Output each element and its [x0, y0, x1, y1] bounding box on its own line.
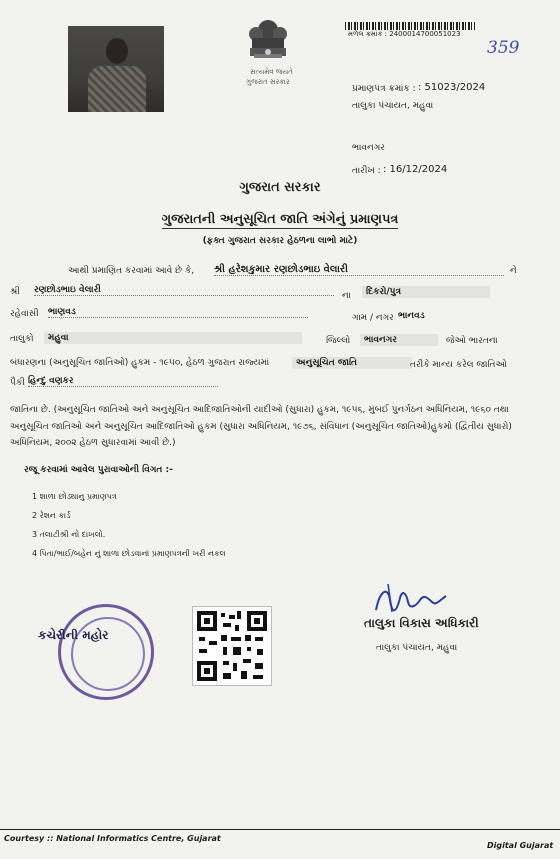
caste-prefix: પૈકી: [10, 378, 25, 388]
document-item-1: 1 શાળા છોડ્યાનુ પ્રમાણપત્ર: [32, 492, 117, 501]
district-label: જિલ્લો: [326, 336, 351, 346]
qr-code-icon: [192, 606, 272, 686]
document-item-2: 2 રેશન કાર્ડ: [32, 511, 71, 520]
applicant-name: શ્રી હરેશકુમાર રણછોડભાઇ વેલારી: [214, 264, 504, 276]
certify-text: આથી પ્રમાણિત કરવામાં આવે છે કે,: [68, 266, 195, 276]
cert-number: : 51023/2024: [418, 82, 486, 93]
officer-signature: [370, 580, 450, 620]
ashoka-emblem-icon: [242, 10, 294, 62]
district-value: ભાવનગર: [360, 334, 438, 346]
resident-label: રહેવાસી: [10, 309, 39, 319]
taluka-value: મહુવા: [44, 332, 302, 344]
issuing-office: તાલુકા પંચાયત, મહુવા: [352, 101, 434, 111]
recognized-text: તરીકે માન્ય કરેલ જાતિઓ: [410, 360, 507, 370]
seal-label: કચેરીની મહોર: [38, 628, 109, 642]
documents-heading: રજૂ કરવામાં આવેલ પુરાવાઓની વિગત :-: [24, 465, 173, 475]
officer-office: તાલુકા પંચાયત, મહુવા: [376, 643, 458, 653]
caste-value: હિન્દુ વણકર: [28, 376, 218, 387]
footer-divider: [0, 829, 560, 830]
issue-date: : 16/12/2024: [383, 164, 448, 175]
category-value: અનુસૂચિત જાતિ: [292, 357, 412, 369]
certificate-title: ગુજરાતની અનુસૂચિત જાતિ અંગેનું પ્રમાણપત્ર: [161, 212, 399, 227]
constitution-text: બંધારણના (અનુસૂચિત જાતિઓ) હુકમ - ૧૯૫૦, હેઠળ ગુજરાત રાજ્યમાં: [10, 358, 270, 368]
officer-designation: તાલુકા વિકાસ અધિકારી: [364, 616, 479, 630]
shri-label: શ્રી: [10, 287, 20, 297]
applicant-photo: [68, 26, 164, 112]
taluka-label: તાલુકો: [10, 334, 34, 344]
document-item-3: 3 તલાટીશ્રી નો દાખલો.: [32, 530, 106, 539]
village-value: ભાનવડ: [398, 311, 425, 321]
village-label: ગામ / નગર: [352, 313, 394, 323]
document-item-4: 4 પિતા/ભાઈ/બહેન નું શાળા છોડવાનાં પ્રમાણપત્રની ખરી નકલ: [32, 549, 226, 558]
office-seal: [58, 604, 154, 700]
footer-courtesy: Courtesy :: National Informatics Centre, Gujarat: [4, 834, 221, 843]
emblem-caption: ગુજરાત સરકાર: [246, 78, 290, 86]
handwritten-number: 359: [487, 38, 520, 58]
footer-brand: Digital Gujarat: [487, 841, 554, 850]
cert-number-label: પ્રમાણપત્ર ક્રમાંક :: [352, 84, 416, 94]
resident-value: ભાણવડ: [48, 307, 308, 318]
certificate-subtitle: (ફક્ત ગુજરાત સરકાર હેઠળના લાભો માટે): [202, 236, 358, 246]
indian-text: જેઓ ભારતના: [446, 336, 498, 346]
government-title: ગુજરાત સરકાર: [239, 180, 321, 195]
legal-paragraph: જાતિના છે. (અનુસૂચિત જાતિઓ અને અનુસૂચિત આદિજાતિઓની યાદીઓ (સુધારા) હુકમ, ૧૯૫૬, મુંબઈ પુનર્ગઠન અધિનિયમ, ૧૯૬૦ તથા અનુસૂચિત જાતિઓ અને અનુસૂચિત આદિજાતિઓ હુકમ (સુધારા અધિનિયમ, ૧૯૭૬, સંવિધાન (અનુસૂચિત જાતિઓ)હુકમો (દ્વિતીય સુધારો) અધિનિયમ, ૨૦૦૨ હેઠળ સુધારવામાં આવી છે.): [10, 405, 512, 448]
ne-text: ને: [510, 266, 517, 276]
father-name: રણછોડભાઇ વેલારી: [34, 285, 334, 296]
issue-place: ભાવનગર: [352, 143, 385, 153]
relation: દિકરો/પુત્ર: [362, 286, 490, 298]
emblem-motto: સત્યમેવ જયતે: [250, 68, 293, 76]
na-text: ના: [342, 291, 351, 301]
date-label: તારીખ :: [352, 166, 381, 176]
barcode-number: મળેલ ક્રમાંક : 2400014700051023: [348, 30, 461, 38]
